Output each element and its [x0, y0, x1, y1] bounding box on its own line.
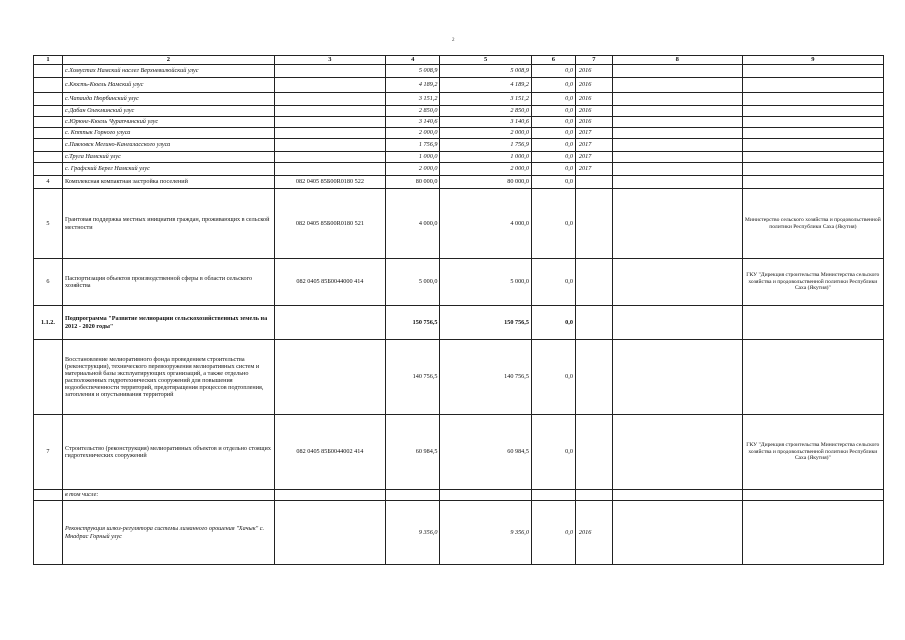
column-header-6: 6 [531, 56, 575, 65]
cell-amount-federal: 5 000,0 [440, 259, 531, 306]
cell-amount-other [531, 490, 575, 501]
cell-amount-other: 0,0 [531, 306, 575, 340]
cell-year: 2017 [575, 152, 612, 163]
cell-responsible-org [742, 340, 883, 415]
cell-row-number [34, 65, 63, 78]
column-header-3: 3 [274, 56, 385, 65]
cell-row-number: 5 [34, 189, 63, 259]
cell-budget-code: 082 0405 85Б0044000 414 [274, 259, 385, 306]
table-row [34, 152, 884, 163]
cell-responsible-org: ГКУ "Дирекция строительства Министерства сельского хозяйства и продовольственной политики Республики Саха (Якутия)" [742, 259, 883, 306]
cell-amount-other: 0,0 [531, 501, 575, 565]
cell-year [575, 259, 612, 306]
cell-description: с.Юрюнг-Кюель Чурапчинский улус [62, 117, 274, 128]
table-row [34, 306, 884, 340]
cell-year: 2016 [575, 106, 612, 117]
cell-row-number [34, 139, 63, 152]
column-header-4: 4 [386, 56, 440, 65]
cell-description: с. Графский Берег Намский улус [62, 163, 274, 176]
column-header-7: 7 [575, 56, 612, 65]
cell-amount-federal [440, 490, 531, 501]
cell-note [612, 415, 742, 490]
cell-note [612, 306, 742, 340]
cell-description: Паспортизация объектов производственной сферы в области сельского хозяйства [62, 259, 274, 306]
cell-note [612, 139, 742, 152]
cell-budget-code [274, 490, 385, 501]
cell-budget-code [274, 306, 385, 340]
cell-description: Реконструкция шлюз-регулятора системы лиманного орошения "Хачык" с. Мнадрас Горный улус [62, 501, 274, 565]
cell-year: 2017 [575, 139, 612, 152]
cell-amount-other: 0,0 [531, 176, 575, 189]
table-row [34, 415, 884, 490]
cell-amount-total: 3 151,2 [386, 93, 440, 106]
cell-row-number: 1.1.2. [34, 306, 63, 340]
cell-amount-other: 0,0 [531, 415, 575, 490]
cell-amount-total: 3 140,6 [386, 117, 440, 128]
table-row [34, 106, 884, 117]
table-row [34, 65, 884, 78]
cell-amount-federal: 140 756,5 [440, 340, 531, 415]
cell-responsible-org [742, 106, 883, 117]
cell-budget-code [274, 128, 385, 139]
table-row [34, 139, 884, 152]
cell-row-number [34, 78, 63, 93]
cell-row-number [34, 128, 63, 139]
cell-year [575, 490, 612, 501]
cell-responsible-org [742, 78, 883, 93]
cell-budget-code [274, 93, 385, 106]
cell-year: 2016 [575, 501, 612, 565]
cell-budget-code [274, 106, 385, 117]
cell-amount-federal: 4 000,0 [440, 189, 531, 259]
cell-responsible-org: Министерство сельского хозяйства и продовольственной политики Республики Саха (Якутия) [742, 189, 883, 259]
cell-description: с.Дабан Олекминский улус [62, 106, 274, 117]
cell-amount-other: 0,0 [531, 65, 575, 78]
cell-budget-code [274, 163, 385, 176]
cell-note [612, 78, 742, 93]
cell-year: 2017 [575, 163, 612, 176]
cell-responsible-org [742, 152, 883, 163]
cell-amount-total: 1 000,0 [386, 152, 440, 163]
cell-description: Грантовая поддержка местных инициатив граждан, проживающих в сельской местности [62, 189, 274, 259]
cell-budget-code: 082 0405 85Б00R0180 522 [274, 176, 385, 189]
cell-year [575, 415, 612, 490]
cell-amount-other: 0,0 [531, 128, 575, 139]
cell-note [612, 176, 742, 189]
cell-row-number [34, 163, 63, 176]
cell-row-number: 4 [34, 176, 63, 189]
cell-amount-total: 2 000,0 [386, 128, 440, 139]
table-row [34, 490, 884, 501]
cell-amount-federal: 80 000,0 [440, 176, 531, 189]
cell-note [612, 128, 742, 139]
cell-year [575, 189, 612, 259]
cell-description: Подпрограмма "Развитие мелиорации сельскохозяйственных земель на 2012 - 2020 годы" [62, 306, 274, 340]
cell-row-number: 6 [34, 259, 63, 306]
table-row [34, 340, 884, 415]
cell-amount-other: 0,0 [531, 152, 575, 163]
cell-budget-code [274, 139, 385, 152]
cell-amount-total: 80 000,0 [386, 176, 440, 189]
cell-responsible-org [742, 490, 883, 501]
cell-amount-other: 0,0 [531, 163, 575, 176]
cell-amount-total: 5 000,0 [386, 259, 440, 306]
cell-amount-total: 9 356,0 [386, 501, 440, 565]
cell-budget-code [274, 117, 385, 128]
cell-budget-code [274, 152, 385, 163]
cell-row-number [34, 152, 63, 163]
cell-responsible-org [742, 139, 883, 152]
table-row [34, 501, 884, 565]
cell-note [612, 259, 742, 306]
cell-amount-total [386, 490, 440, 501]
cell-note [612, 117, 742, 128]
cell-description: Комплексная компактная застройка поселений [62, 176, 274, 189]
cell-amount-federal: 9 356,0 [440, 501, 531, 565]
cell-description: с.Чапаида Нюрбинский улус [62, 93, 274, 106]
cell-note [612, 65, 742, 78]
cell-responsible-org [742, 176, 883, 189]
cell-budget-code [274, 65, 385, 78]
cell-row-number [34, 490, 63, 501]
cell-row-number [34, 501, 63, 565]
cell-amount-other: 0,0 [531, 189, 575, 259]
table-row [34, 93, 884, 106]
cell-amount-federal: 2 000,0 [440, 128, 531, 139]
cell-amount-total: 1 756,9 [386, 139, 440, 152]
column-header-8: 8 [612, 56, 742, 65]
cell-amount-federal: 1 756,9 [440, 139, 531, 152]
cell-responsible-org [742, 128, 883, 139]
cell-row-number [34, 106, 63, 117]
cell-description: Строительство (реконструкция) мелиоративных объектов и отдельно стоящих гидротехнических сооружений [62, 415, 274, 490]
cell-amount-total: 60 984,5 [386, 415, 440, 490]
table-row [34, 117, 884, 128]
cell-amount-federal: 1 000,0 [440, 152, 531, 163]
cell-year [575, 340, 612, 415]
cell-amount-total: 140 756,5 [386, 340, 440, 415]
table-row [34, 189, 884, 259]
cell-amount-other: 0,0 [531, 93, 575, 106]
cell-responsible-org [742, 163, 883, 176]
cell-note [612, 106, 742, 117]
cell-note [612, 189, 742, 259]
table-row [34, 163, 884, 176]
cell-amount-federal: 3 151,2 [440, 93, 531, 106]
cell-amount-federal: 2 000,0 [440, 163, 531, 176]
cell-description: с.Павловск Мегино-Кангаласского улуса [62, 139, 274, 152]
cell-row-number [34, 93, 63, 106]
table-row [34, 128, 884, 139]
table-row [34, 176, 884, 189]
table-row [34, 78, 884, 93]
cell-responsible-org [742, 501, 883, 565]
cell-amount-other: 0,0 [531, 117, 575, 128]
cell-note [612, 501, 742, 565]
budget-table [33, 55, 884, 565]
cell-budget-code [274, 340, 385, 415]
cell-amount-total: 150 756,5 [386, 306, 440, 340]
cell-description: с.Труга Намский улус [62, 152, 274, 163]
cell-row-number [34, 340, 63, 415]
cell-budget-code: 082 0405 85Б0044002 414 [274, 415, 385, 490]
cell-note [612, 340, 742, 415]
column-header-5: 5 [440, 56, 531, 65]
cell-amount-other: 0,0 [531, 78, 575, 93]
cell-responsible-org: ГКУ "Дирекция строительства Министерства сельского хозяйства и продовольственной политики Республики Саха (Якутия)" [742, 415, 883, 490]
table-row [34, 259, 884, 306]
cell-amount-total: 2 000,0 [386, 163, 440, 176]
cell-amount-other: 0,0 [531, 259, 575, 306]
cell-note [612, 163, 742, 176]
cell-description: с.Кюсть-Кюель Намский улус [62, 78, 274, 93]
cell-description: в том числе: [62, 490, 274, 501]
cell-budget-code [274, 501, 385, 565]
cell-year: 2016 [575, 78, 612, 93]
cell-row-number [34, 117, 63, 128]
header-row [34, 56, 884, 65]
cell-amount-federal: 2 850,0 [440, 106, 531, 117]
cell-responsible-org [742, 117, 883, 128]
page-number: 2 [452, 38, 455, 43]
cell-year: 2016 [575, 93, 612, 106]
cell-responsible-org [742, 306, 883, 340]
column-header-1: 1 [34, 56, 63, 65]
cell-responsible-org [742, 65, 883, 78]
cell-year [575, 176, 612, 189]
cell-amount-total: 5 008,9 [386, 65, 440, 78]
cell-amount-total: 4 000,0 [386, 189, 440, 259]
cell-amount-federal: 60 984,5 [440, 415, 531, 490]
table-body [34, 65, 884, 565]
column-header-2: 2 [62, 56, 274, 65]
cell-amount-federal: 3 140,6 [440, 117, 531, 128]
cell-row-number: 7 [34, 415, 63, 490]
cell-description: с.Хомустах Намский наслег Верхневилюйский улус [62, 65, 274, 78]
cell-amount-federal: 150 756,5 [440, 306, 531, 340]
cell-amount-total: 2 850,0 [386, 106, 440, 117]
cell-amount-federal: 5 008,9 [440, 65, 531, 78]
cell-budget-code: 082 0405 85Б00R0180 521 [274, 189, 385, 259]
cell-amount-total: 4 189,2 [386, 78, 440, 93]
cell-amount-other: 0,0 [531, 106, 575, 117]
column-header-9: 9 [742, 56, 883, 65]
cell-description: с. Кптпык Горного улуса [62, 128, 274, 139]
cell-note [612, 490, 742, 501]
cell-year: 2016 [575, 65, 612, 78]
cell-amount-federal: 4 189,2 [440, 78, 531, 93]
cell-year: 2017 [575, 128, 612, 139]
cell-year: 2016 [575, 117, 612, 128]
cell-note [612, 93, 742, 106]
cell-note [612, 152, 742, 163]
cell-description: Восстановление мелиоративного фонда проведением строительства (реконструкции), технического перевооружения мелиоративных систем и материальной базы эксплуатирующих организаций, а также отдельно расположенных гидротехнических сооружений для повышения водообеспеченности территорий, предотвращения процессов подтопления, затопления и опустынивания территорий [62, 340, 274, 415]
cell-responsible-org [742, 93, 883, 106]
cell-year [575, 306, 612, 340]
cell-amount-other: 0,0 [531, 139, 575, 152]
cell-amount-other: 0,0 [531, 340, 575, 415]
cell-budget-code [274, 78, 385, 93]
